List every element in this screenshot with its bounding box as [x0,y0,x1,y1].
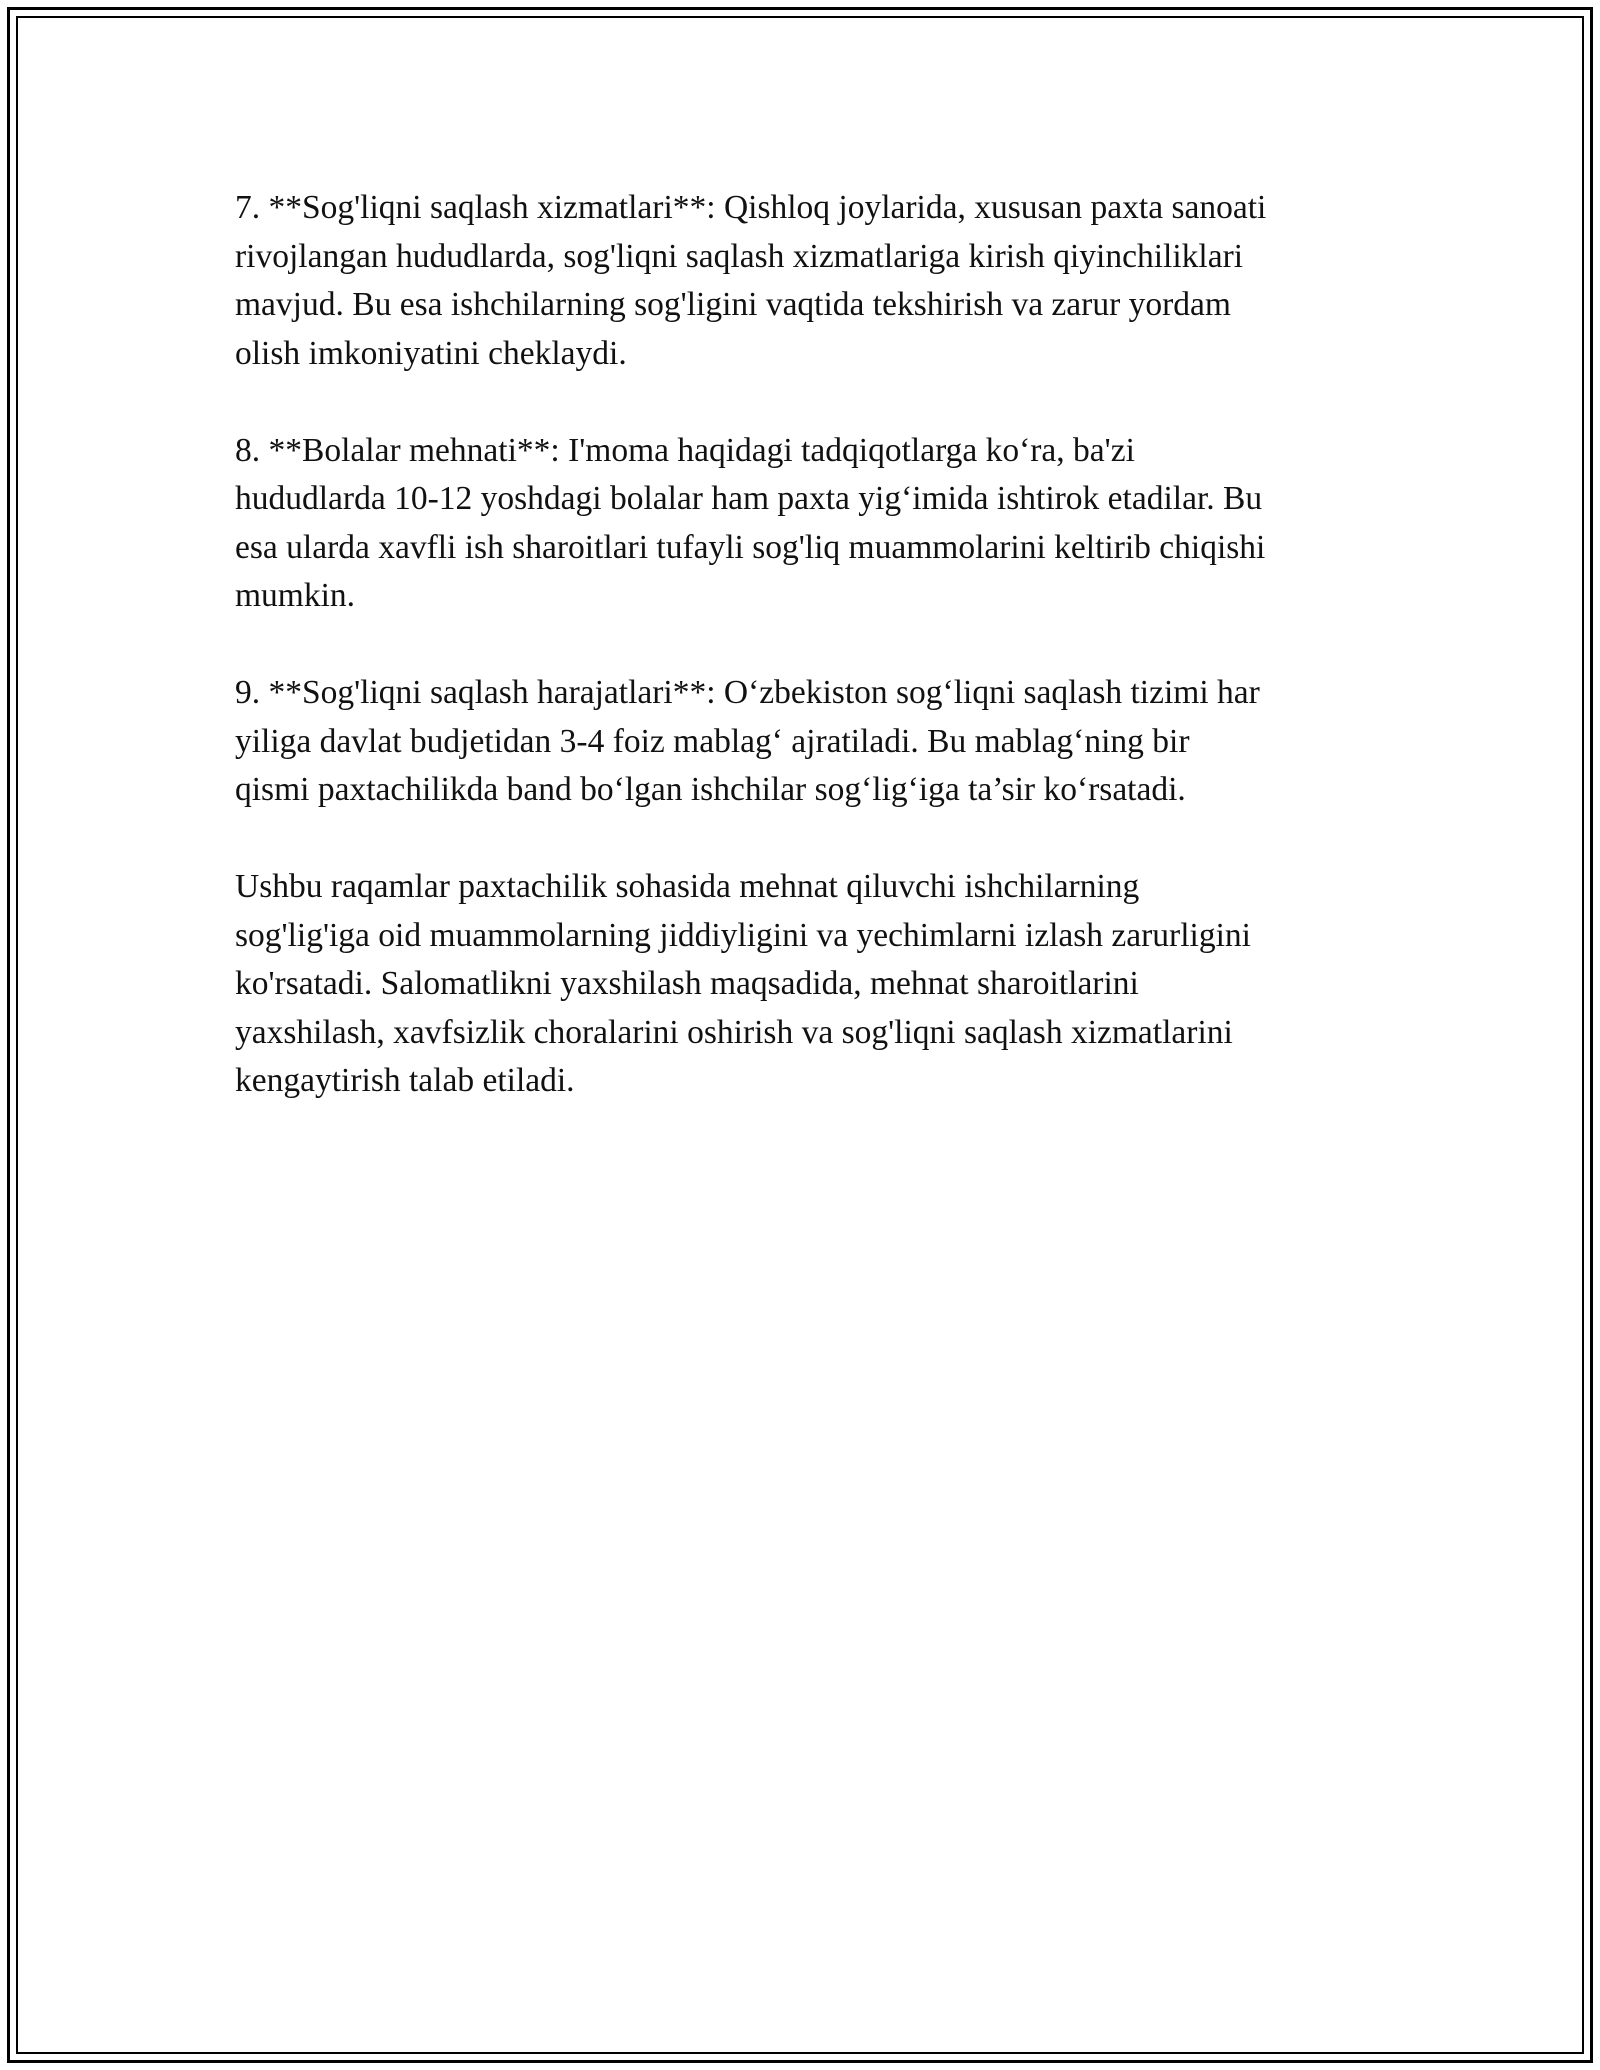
document-body [235,184,1370,1154]
paragraph-conclusion: Ushbu raqamlar paxtachilik sohasida mehnat qiluvchi ishchilarning sog'lig'iga oid muammolarning jiddiyligini va yechimlarni izlash zarurligini ko'rsatadi. Salomatlikni yaxshilash maqsadida, mehnat sharoitlarini yaxshilash, xavfsizlik choralarini oshirish va sog'liqni saqlash xizmatlarini kengaytirish talab etiladi. [235,868,1251,1099]
paragraph-item-9: 9. **Sog'liqni saqlash harajatlari**: O‘zbekiston sog‘liqni saqlash tizimi har yiliga davlat budjetidan 3-4 foiz mablag‘ ajratiladi. Bu mablag‘ning bir qismi paxtachilikda band bo‘lgan ishchilar sog‘lig‘iga ta’sir ko‘rsatadi. [235,674,1260,808]
paragraph-item-7: 7. **Sog'liqni saqlash xizmatlari**: Qishloq joylarida, xususan paxta sanoati rivojlangan hududlarda, sog'liqni saqlash xizmatlariga kirish qiyinchiliklari mavjud. Bu esa ishchilarning sog'ligini vaqtida tekshirish va zarur yordam olish imkoniyatini cheklaydi. [235,189,1267,372]
paragraph-item-8: 8. **Bolalar mehnati**: I'moma haqidagi tadqiqotlarga ko‘ra, ba'zi hududlarda 10-12 yoshdagi bolalar ham paxta yig‘imida ishtirok etadilar. Bu esa ularda xavfli ish sharoitlari tufayli sog'liq muammolarini keltirib chiqishi mumkin. [235,431,1266,614]
